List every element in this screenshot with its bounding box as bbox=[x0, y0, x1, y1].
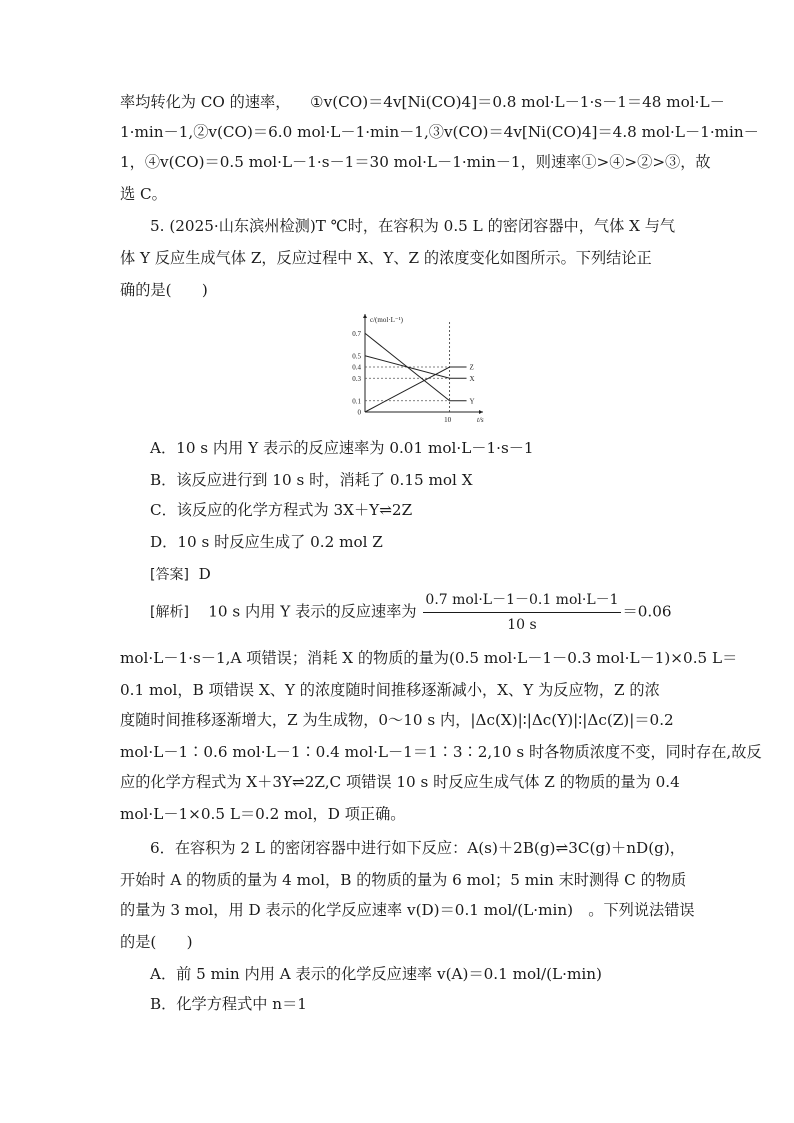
text-line: 选 C。 bbox=[120, 185, 167, 203]
text-line: ①v(CO)＝4v[Ni(CO)4]＝0.8 mol·L－1·s－1＝48 mol·L－ bbox=[310, 93, 725, 111]
q5-option-d: D．10 s 时反应生成了 0.2 mol Z bbox=[150, 533, 383, 551]
analysis-line: 0.1 mol，B 项错误 X、Y 的浓度随时间推移逐渐减小，X、Y 为反应物，Z 的浓 bbox=[120, 681, 660, 699]
y-tick-label: 0.1 bbox=[352, 397, 361, 406]
q5-stem: 体 Y 反应生成气体 Z，反应过程中 X、Y、Z 的浓度变化如图所示。下列结论正 bbox=[120, 249, 652, 267]
q5-stem: 5. (2025·山东滨州检测)T ℃时，在容积为 0.5 L 的密闭容器中，气体 X 与气 bbox=[150, 217, 676, 235]
q6-stem: 开始时 A 的物质的量为 4 mol，B 的物质的量为 6 mol；5 min 末时测得 C 的物质 bbox=[120, 871, 687, 889]
x-axis-label: t/s bbox=[477, 416, 484, 424]
y-tick-label: 0.5 bbox=[352, 352, 361, 361]
q6-stem: 的量为 3 mol，用 D 表示的化学反应速率 v(D)＝0.1 mol/(L·min) 。下列说法错误 bbox=[120, 901, 695, 919]
q5-option-b: B．该反应进行到 10 s 时，消耗了 0.15 mol X bbox=[150, 471, 473, 489]
analysis-line: mol·L－1×0.5 L＝0.2 mol，D 项正确。 bbox=[120, 805, 406, 823]
q5-stem: 确的是( ) bbox=[120, 281, 208, 299]
analysis-label: [解析] bbox=[150, 604, 189, 621]
analysis-line: mol·L－1·s－1,A 项错误；消耗 X 的物质的量为(0.5 mol·L－1－0.3 mol·L－1)×0.5 L＝ bbox=[120, 649, 738, 667]
q5-option-a: A．10 s 内用 Y 表示的反应速率为 0.01 mol·L－1·s－1 bbox=[150, 439, 534, 457]
series-label-x: X bbox=[469, 374, 475, 383]
analysis-line: 度随时间推移逐渐增大，Z 为生成物，0～10 s 内，|Δc(X)|∶|Δc(Y)|∶|Δc(Z)|＝0.2 bbox=[120, 711, 674, 729]
q6-option-a: A．前 5 min 内用 A 表示的化学反应速率 v(A)＝0.1 mol/(L·min) bbox=[150, 965, 602, 983]
q5-analysis: [解析] 10 s 内用 Y 表示的反应速率为 $\frac{\text{0.7 mol·L－1－0.1 mol·L－1}}{10 s}$ ＝0.06 bbox=[150, 592, 672, 633]
y-tick-label: 0.3 bbox=[352, 374, 361, 383]
y-tick-label: 0 bbox=[357, 408, 361, 417]
x-axis-arrow bbox=[479, 410, 483, 414]
text-line: 1·min－1,②v(CO)＝6.0 mol·L－1·min－1,③v(CO)＝4v[Ni(CO)4]＝4.8 mol·L－1·min－ bbox=[120, 123, 759, 141]
q6-stem: 6．在容积为 2 L 的密闭容器中进行如下反应：A(s)＋2B(g)⇌3C(g)＋nD(g)， bbox=[150, 839, 685, 857]
analysis-line: mol·L－1∶0.6 mol·L－1∶0.4 mol·L－1＝1∶3∶2,10 s 时各物质浓度不变，同时存在,故反 bbox=[120, 743, 762, 761]
text-line: 1，④v(CO)＝0.5 mol·L－1·s－1＝30 mol·L－1·min－1，则速率①>④>②>③，故 bbox=[120, 153, 711, 171]
y-tick-label: 0.4 bbox=[352, 363, 361, 372]
q6-option-b: B．化学方程式中 n＝1 bbox=[150, 995, 307, 1013]
y-axis-arrow bbox=[363, 314, 367, 318]
q5-answer: [答案] D bbox=[150, 565, 211, 583]
text-line: 率均转化为 CO 的速率， bbox=[120, 93, 291, 111]
q6-stem: 的是( ) bbox=[120, 933, 193, 951]
series-label-z: Z bbox=[469, 363, 474, 372]
concentration-chart bbox=[340, 312, 490, 432]
analysis-line: 应的化学方程式为 X＋3Y⇌2Z,C 项错误 10 s 时反应生成气体 Z 的物质的量为 0.4 bbox=[120, 773, 680, 791]
x-tick-label: 10 bbox=[444, 416, 452, 424]
rate-fraction: $\frac{\text{0.7 mol·L－1－0.1 mol·L－1}}{10 s}$ bbox=[425, 592, 619, 633]
y-tick-label: 0.7 bbox=[352, 329, 361, 338]
series-label-y: Y bbox=[469, 397, 475, 406]
q5-option-c: C．该反应的化学方程式为 3X＋Y⇌2Z bbox=[150, 501, 413, 519]
y-axis-label: c/(mol·L⁻¹) bbox=[370, 316, 404, 324]
